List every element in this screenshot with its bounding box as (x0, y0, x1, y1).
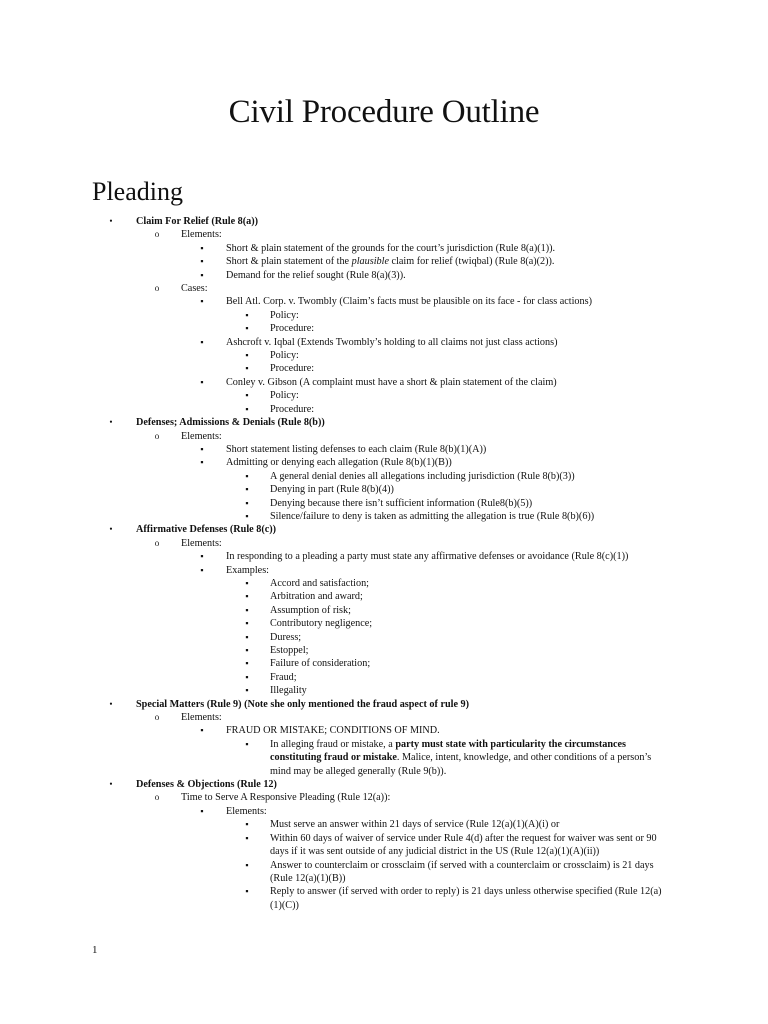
outline-text-run: Short & plain statement of the (226, 256, 352, 268)
outline-text-run: Bell Atl. Corp. v. Twombly (Claim’s facts must be plausible on its face - for class actions) (226, 296, 592, 308)
bullet-marker: ▪ (245, 484, 249, 495)
outline-item-text (270, 497, 668, 510)
outline-text-run: Fraud; (270, 671, 297, 683)
outline-item-text (226, 443, 668, 456)
bullet-marker: ▪ (245, 859, 249, 870)
bullet-marker: ▪ (200, 336, 204, 347)
outline-text-run: Within 60 days of waiver of service under Rule 4(d) after the request for waiver was sent or 90 days if it was sent outside of any judicial district in the US (Rule 12(a)(1)(A)(ii)) (270, 832, 657, 858)
outline-item-text (181, 711, 668, 724)
outline-item-level-4 (0, 671, 768, 684)
outline-item-text (181, 791, 668, 804)
bullet-marker: ▪ (200, 805, 204, 816)
outline-text-run: Estoppel; (270, 645, 309, 656)
outline-text-run: In responding to a pleading a party must state any affirmative defenses or avoidance (Rule 8(c)(1)) (226, 551, 629, 563)
outline-text-run: Answer to counterclaim or crossclaim (if served with a counterclaim or crossclaim) is 21 days (Rule 12(a)(1)(B)) (270, 859, 654, 884)
outline-text-run: Policy: (270, 390, 299, 402)
bullet-marker: ▪ (245, 309, 249, 320)
outline-item-level-3 (0, 269, 768, 282)
outline-text-run: Denying in part (Rule 8(b)(4)) (270, 484, 394, 496)
outline-item-level-4 (0, 617, 768, 630)
outline-text-run: Cases: (181, 283, 208, 295)
outline-item-level-2 (0, 430, 768, 443)
outline-item-text (226, 336, 668, 349)
outline-text-run: Examples: (226, 564, 270, 576)
outline-item-text (226, 724, 668, 737)
outline-text-run: Silence/failure to deny is taken as admitting the allegation is true (Rule 8(b)(6)) (270, 510, 595, 522)
bullet-marker: ▪ (245, 738, 249, 749)
outline-text-run: party must state with particularity the circumstances constituting fraud or mistake (270, 738, 627, 764)
outline-item-level-4 (0, 604, 768, 617)
outline-item-level-4 (0, 470, 768, 483)
outline-item-level-4 (0, 657, 768, 670)
outline-item-level-3 (0, 550, 768, 563)
outline-item-text (270, 671, 668, 684)
outline-text-run: Elements: (181, 537, 222, 549)
bullet-marker: o (154, 430, 160, 441)
outline-text-run: Admitting or denying each allegation (Rule 8(b)(1)(B)) (226, 457, 452, 469)
outline-item-level-4 (0, 644, 768, 657)
outline-text-run: Reply to answer (if served with order to reply) is 21 days unless otherwise specified (Rule 12(a)(1)(C)) (270, 886, 662, 911)
outline-item-level-4 (0, 818, 768, 831)
outline-item-text (226, 376, 668, 389)
outline-item-level-3 (0, 443, 768, 456)
outline-item-text (270, 349, 668, 362)
bullet-marker: ▪ (245, 618, 249, 629)
outline-text-run: Procedure: (270, 363, 315, 375)
bullet-marker: ▪ (200, 376, 204, 387)
outline-item-level-4 (0, 497, 768, 510)
bullet-marker: ▪ (245, 658, 249, 669)
outline-item-level-4 (0, 832, 768, 859)
outline-item-level-4 (0, 738, 768, 778)
outline-item-text (226, 550, 668, 563)
outline-text-run: Elements: (181, 229, 222, 241)
outline-item-text (136, 416, 668, 429)
outline-text-run: A general denial denies all allegations including jurisdiction (Rule 8(b)(3)) (270, 470, 575, 482)
outline-item-level-2 (0, 711, 768, 724)
outline-item-text (270, 818, 668, 831)
outline-item-level-1 (0, 416, 768, 429)
outline-item-text (226, 295, 668, 308)
outline-item-level-3 (0, 724, 768, 737)
outline-text-run: Illegality (270, 685, 307, 697)
bullet-marker: ▪ (245, 604, 249, 615)
outline-item-level-3 (0, 456, 768, 469)
outline-text-run: Time to Serve A Responsive Pleading (Rule 12(a)): (181, 792, 391, 804)
bullet-marker: ▪ (245, 470, 249, 481)
outline-item-level-4 (0, 483, 768, 496)
bullet-marker: ▪ (245, 510, 249, 521)
outline-list (0, 215, 768, 912)
bullet-marker: ▪ (245, 350, 249, 361)
bullet-marker: ▪ (200, 551, 204, 562)
outline-item-level-4 (0, 362, 768, 375)
outline-item-text (270, 322, 668, 335)
outline-text-run: Elements: (226, 805, 267, 817)
outline-item-text (270, 617, 668, 630)
outline-item-text (270, 885, 668, 912)
bullet-marker: • (109, 216, 113, 226)
outline-item-text (270, 389, 668, 402)
outline-item-level-4 (0, 684, 768, 697)
bullet-marker: ▪ (245, 363, 249, 374)
bullet-marker: o (154, 792, 160, 803)
outline-item-level-3 (0, 336, 768, 349)
outline-item-level-2 (0, 228, 768, 241)
outline-text-run: Ashcroft v. Iqbal (Extends Twombly’s holding to all claims not just class actions) (226, 336, 558, 348)
bullet-marker: • (109, 779, 113, 790)
bullet-marker: • (109, 524, 113, 535)
outline-item-text (181, 228, 668, 241)
outline-item-level-4 (0, 859, 768, 886)
outline-item-text (270, 684, 668, 697)
outline-item-text (270, 403, 668, 416)
outline-item-text (270, 309, 668, 322)
bullet-marker: ▪ (245, 886, 249, 897)
outline-item-text (270, 590, 668, 603)
document-title: Civil Procedure Outline (228, 94, 540, 130)
bullet-marker: ▪ (245, 591, 249, 602)
outline-item-level-3 (0, 295, 768, 308)
outline-item-text (270, 510, 668, 523)
bullet-marker: ▪ (245, 403, 249, 414)
outline-item-text (226, 805, 668, 818)
outline-text-run: Policy: (270, 350, 299, 362)
bullet-marker: o (154, 537, 160, 548)
outline-item-level-4 (0, 590, 768, 603)
bullet-marker: ▪ (245, 497, 249, 508)
bullet-marker: ▪ (200, 256, 204, 267)
outline-item-text (226, 564, 668, 577)
bullet-marker: • (109, 417, 113, 428)
outline-item-level-3 (0, 564, 768, 577)
outline-text-run: In alleging fraud or mistake, a (270, 738, 396, 750)
outline-item-text (270, 483, 668, 496)
outline-text-run: Defenses; Admissions & Denials (Rule 8(b)) (136, 417, 325, 429)
outline-text-run: Denying because there isn’t sufficient information (Rule8(b)(5)) (270, 497, 533, 509)
outline-item-text (270, 644, 668, 657)
outline-item-level-4 (0, 631, 768, 644)
outline-item-text (226, 255, 668, 268)
outline-item-level-2 (0, 791, 768, 804)
outline-item-text (270, 832, 668, 859)
outline-text-run: Policy: (270, 309, 299, 321)
outline-text-run: Arbitration and award; (270, 591, 363, 603)
outline-item-level-3 (0, 255, 768, 268)
outline-item-level-1 (0, 523, 768, 536)
outline-text-run: Demand for the relief sought (Rule 8(a)(3)). (226, 269, 406, 281)
outline-item-text (226, 242, 668, 255)
outline-item-level-4 (0, 577, 768, 590)
outline-item-text (226, 456, 668, 469)
outline-item-level-1 (0, 778, 768, 791)
outline-text-run: Procedure: (270, 323, 315, 335)
outline-text-run: Elements: (181, 430, 222, 442)
outline-item-text (226, 269, 668, 282)
outline-item-text (136, 778, 668, 791)
bullet-marker: o (154, 712, 160, 723)
bullet-marker: ▪ (245, 685, 249, 696)
outline-item-level-3 (0, 242, 768, 255)
bullet-marker: • (109, 698, 113, 709)
bullet-marker: ▪ (245, 645, 249, 655)
bullet-marker: ▪ (245, 832, 249, 843)
bullet-marker: o (154, 229, 160, 240)
outline-item-text (136, 698, 668, 711)
bullet-marker: o (154, 283, 160, 294)
outline-item-text (181, 537, 668, 550)
bullet-marker: ▪ (245, 819, 249, 830)
page-number: 1 (92, 944, 98, 956)
outline-text-run: Conley v. Gibson (A complaint must have a short & plain statement of the claim) (226, 376, 557, 388)
outline-item-level-3 (0, 805, 768, 818)
outline-text-run: Elements: (181, 712, 222, 724)
outline-text-run: Contributory negligence; (270, 618, 373, 630)
outline-item-text (181, 430, 668, 443)
bullet-marker: ▪ (200, 242, 204, 253)
bullet-marker: ▪ (200, 443, 204, 454)
bullet-marker: ▪ (200, 725, 204, 736)
outline-item-level-1 (0, 215, 768, 228)
outline-text-run: Defenses & Objections (Rule 12) (136, 779, 277, 791)
outline-text-run: Accord and satisfaction; (270, 577, 370, 589)
outline-item-text (270, 859, 668, 886)
bullet-marker: ▪ (200, 296, 204, 307)
outline-text-run: Procedure: (270, 403, 315, 415)
outline-text-run: Must serve an answer within 21 days of service (Rule 12(a)(1)(A)(i) or (270, 819, 560, 831)
outline-item-level-4 (0, 403, 768, 416)
outline-item-level-4 (0, 389, 768, 402)
outline-item-text (270, 604, 668, 617)
outline-text-run: Affirmative Defenses (Rule 8(c)) (136, 524, 277, 536)
outline-item-text (181, 282, 668, 295)
outline-text-run: . Malice, intent, knowledge, and other conditions of a person’s mind may be alleged generally (Rule 9(b)). (270, 752, 652, 777)
outline-text-run: Claim For Relief (Rule 8(a)) (136, 216, 259, 227)
outline-text-run: Duress; (270, 631, 302, 643)
outline-item-text (136, 215, 668, 228)
bullet-marker: ▪ (200, 269, 204, 280)
outline-item-text (270, 631, 668, 644)
bullet-marker: ▪ (245, 390, 249, 401)
outline-item-level-3 (0, 376, 768, 389)
outline-text-run: Assumption of risk; (270, 604, 351, 616)
outline-item-level-4 (0, 349, 768, 362)
bullet-marker: ▪ (245, 323, 249, 334)
outline-text-run: claim for relief (twiqbal) (Rule 8(a)(2)). (388, 256, 555, 268)
outline-text-run: Short & plain statement of the grounds for the court’s jurisdiction (Rule 8(a)(1)). (226, 242, 556, 254)
outline-text-run: FRAUD OR MISTAKE; CONDITIONS OF MIND. (226, 725, 440, 737)
outline-item-text (270, 657, 668, 670)
bullet-marker: ▪ (200, 564, 204, 575)
outline-text-run: Special Matters (Rule 9) (Note she only mentioned the fraud aspect of rule 9) (136, 698, 470, 710)
outline-item-level-4 (0, 885, 768, 912)
outline-item-text (270, 738, 668, 778)
section-heading-pleading: Pleading (92, 177, 183, 206)
bullet-marker: ▪ (245, 671, 249, 682)
outline-text-run: Failure of consideration; (270, 658, 371, 670)
outline-item-text (270, 362, 668, 375)
outline-item-level-1 (0, 698, 768, 711)
outline-item-text (136, 523, 668, 536)
outline-item-level-4 (0, 510, 768, 523)
bullet-marker: ▪ (245, 631, 249, 642)
outline-item-text (270, 577, 668, 590)
bullet-marker: ▪ (245, 577, 249, 588)
outline-text-run: plausible (351, 256, 389, 268)
outline-item-text (270, 470, 668, 483)
outline-item-level-4 (0, 309, 768, 322)
bullet-marker: ▪ (200, 457, 204, 468)
outline-item-level-2 (0, 282, 768, 295)
outline-item-level-2 (0, 537, 768, 550)
outline-item-level-4 (0, 322, 768, 335)
outline-text-run: Short statement listing defenses to each claim (Rule 8(b)(1)(A)) (226, 443, 487, 455)
